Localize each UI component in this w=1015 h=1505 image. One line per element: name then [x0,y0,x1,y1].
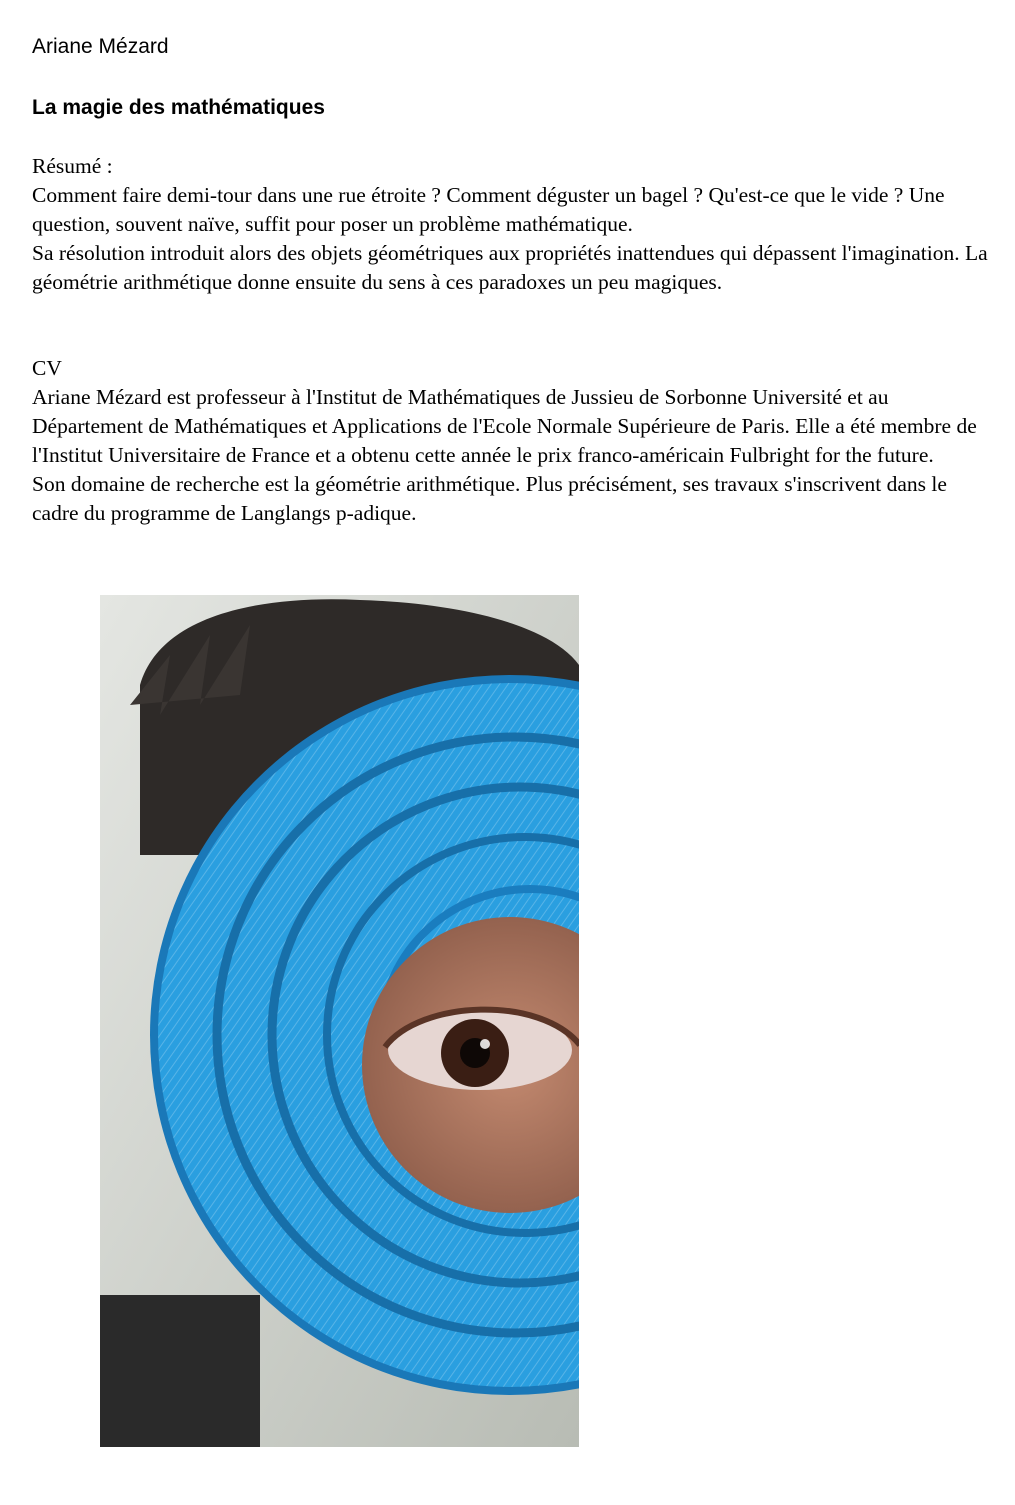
resume-section [32,152,992,297]
eye-highlight [480,1039,490,1049]
eye-through-ring-illustration [100,595,579,1447]
cv-paragraph-1: Ariane Mézard est professeur à l'Institut de Mathématiques de Jussieu de Sorbonne Université et au Département de Mathématiques et Applications de l'Ecole Normale Supérieure de Paris. Elle a été membre de l'Institut Universitaire de France et a obtenu cette année le prix franco-américain Fulbright for the future. [32,385,977,467]
cv-section [32,354,992,528]
cv-paragraph-2: Son domaine de recherche est la géométrie arithmétique. Plus précisément, ses travaux s'inscrivent dans le cadre du programme de Langlangs p-adique. [32,472,947,525]
talk-title: La magie des mathématiques [32,96,325,119]
author-name: Ariane Mézard [32,35,169,58]
portrait-photo [100,595,579,1447]
resume-paragraph-2: Sa résolution introduit alors des objets géométriques aux propriétés inattendues qui dépassent l'imagination. La géométrie arithmétique donne ensuite du sens à ces paradoxes un peu magiques. [32,241,988,294]
dark-lower-left [100,1295,260,1447]
resume-heading: Résumé : [32,154,113,178]
resume-paragraph-1: Comment faire demi-tour dans une rue étroite ? Comment déguster un bagel ? Qu'est-ce que le vide ? Une question, souvent naïve, suffit pour poser un problème mathématique. [32,183,945,236]
cv-heading: CV [32,356,62,380]
